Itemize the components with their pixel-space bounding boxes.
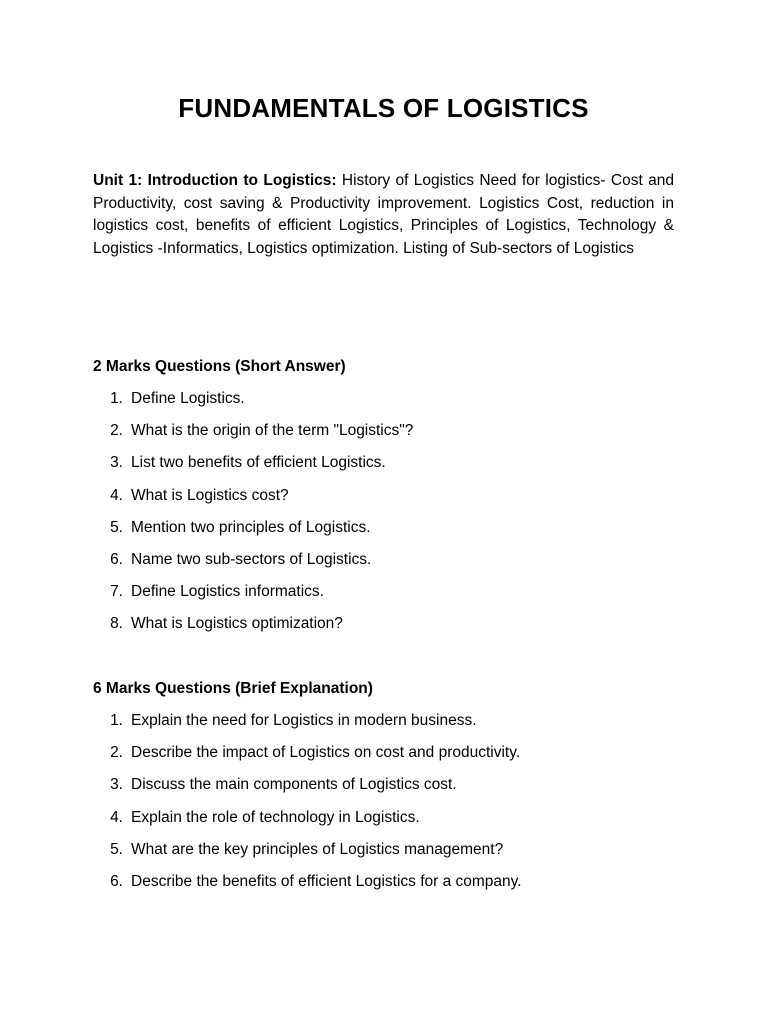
list-item (93, 452, 413, 484)
question-number: 4. (110, 808, 123, 826)
question-text: List two benefits of efficient Logistics. (131, 454, 386, 472)
question-text: What are the key principles of Logistics management? (131, 840, 504, 858)
question-text: What is Logistics cost? (131, 486, 289, 504)
question-text: Describe the impact of Logistics on cost and productivity. (131, 744, 521, 762)
question-text: Define Logistics. (131, 390, 245, 407)
question-number: 6. (110, 872, 123, 890)
section-heading-6-marks: 6 Marks Questions (Brief Explanation) (93, 680, 373, 697)
list-item (93, 485, 413, 517)
list-item (93, 517, 413, 549)
section-heading-2-marks: 2 Marks Questions (Short Answer) (93, 358, 346, 375)
question-text: What is Logistics optimization? (131, 615, 343, 633)
question-number: 1. (110, 712, 123, 729)
list-item (93, 807, 522, 839)
list-item (93, 742, 522, 774)
list-item (93, 871, 522, 903)
question-text: What is the origin of the term "Logistics"? (131, 422, 414, 440)
list-item (93, 613, 413, 645)
list-item (93, 839, 522, 871)
question-number: 6. (110, 550, 123, 568)
unit-description (93, 170, 674, 260)
question-number: 2. (110, 744, 123, 762)
question-text: Mention two principles of Logistics. (131, 518, 371, 536)
question-text: Name two sub-sectors of Logistics. (131, 550, 372, 568)
question-number: 2. (110, 422, 123, 440)
question-number: 7. (110, 583, 123, 601)
unit-body: History of Logistics Need for logistics- Cost and Productivity, cost saving & Productivity improvement. Logistics Cost, reduction in logistics cost, benefits of efficient Logistics, Principles of Logistics, Technology & Logistics -Informatics, Logistics optimization. Listing of Sub-sectors of Logistics (93, 172, 674, 257)
question-number: 1. (110, 390, 123, 407)
list-item (93, 388, 413, 420)
document-title: FUNDAMENTALS OF LOGISTICS (178, 93, 589, 123)
list-item (93, 774, 522, 806)
unit-lead: Unit 1: Introduction to Logistics: (93, 172, 337, 189)
list-item (93, 420, 413, 452)
question-text: Define Logistics informatics. (131, 583, 324, 601)
question-text: Describe the benefits of efficient Logistics for a company. (131, 872, 522, 890)
question-text: Discuss the main components of Logistics cost. (131, 776, 457, 794)
question-text: Explain the role of technology in Logistics. (131, 808, 420, 826)
question-number: 5. (110, 518, 123, 536)
question-number: 8. (110, 615, 123, 633)
list-item (93, 581, 413, 613)
question-number: 4. (110, 486, 123, 504)
question-number: 3. (110, 776, 123, 794)
question-number: 3. (110, 454, 123, 472)
question-list-6-marks (93, 710, 522, 903)
list-item (93, 549, 413, 581)
question-number: 5. (110, 840, 123, 858)
list-item (93, 710, 522, 742)
question-text: Explain the need for Logistics in modern business. (131, 712, 477, 729)
question-list-2-marks (93, 388, 413, 646)
